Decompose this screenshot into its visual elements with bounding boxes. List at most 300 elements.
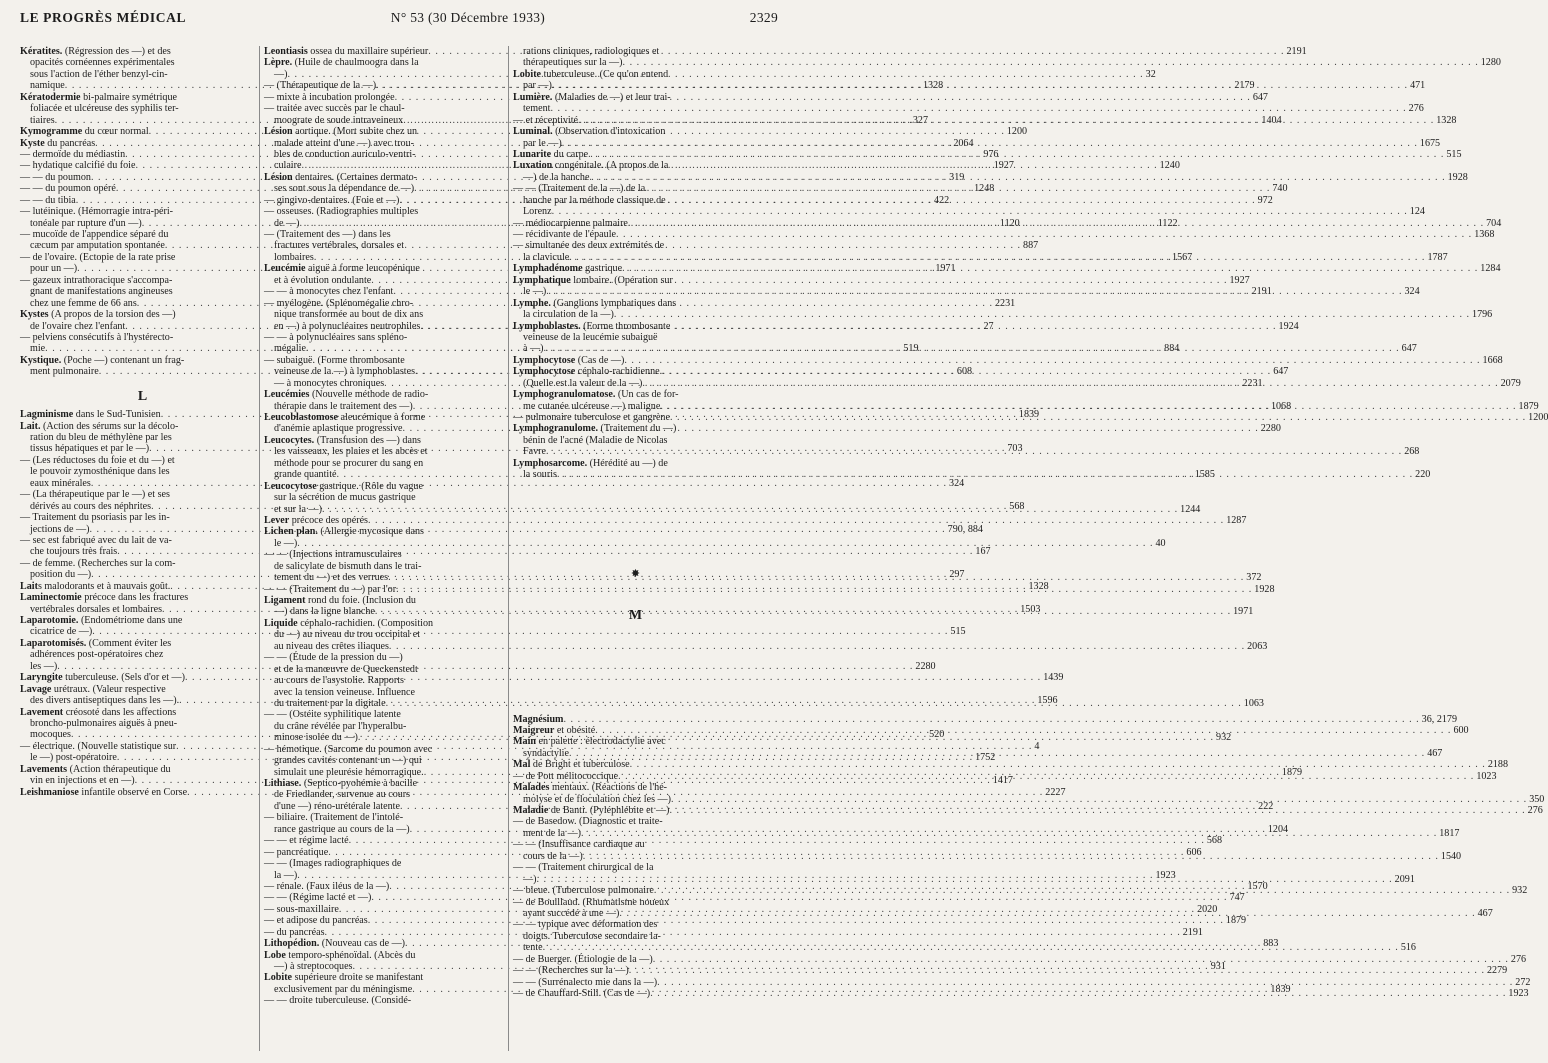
entry-text: [30, 478, 91, 489]
entry-text: [523, 908, 619, 919]
index-entry-line: [513, 862, 758, 873]
entry-text: [264, 263, 506, 274]
index-entry-line: [264, 687, 506, 698]
entry-page-number: 1924: [1278, 320, 1299, 332]
entry-description: — de l'ovaire. (Ectopie de la rate prise: [20, 251, 176, 263]
entry-page-number: 1439: [1043, 672, 1064, 684]
entry-text: [513, 977, 657, 988]
entry-text: [30, 57, 265, 68]
index-entry-line: [264, 149, 506, 160]
entry-text: [513, 862, 758, 873]
index-entry-line: [513, 103, 1424, 115]
entry-text: [20, 309, 265, 320]
entry-description: du —) au niveau du trou occipital et: [274, 629, 421, 641]
index-entry-line: [513, 839, 758, 850]
leader-dots: [581, 828, 1437, 839]
entry-headword: Lait.: [20, 420, 41, 432]
index-entry-line: [264, 744, 506, 755]
entry-description: (A propos de la torsion des —): [48, 309, 176, 321]
entry-text: [30, 604, 162, 615]
entry-description: — gingivo-dentaires. (Foie et —): [264, 194, 400, 206]
index-entry-line: [513, 736, 758, 747]
entry-text: [274, 789, 506, 800]
entry-description: lombaires: [274, 251, 314, 263]
index-entry-line: [264, 298, 506, 309]
leader-dots: [614, 309, 1470, 320]
entry-page-number: 2280: [1260, 423, 1281, 435]
entry-text: [264, 526, 506, 537]
entry-text: [30, 240, 165, 251]
leader-dots: [657, 977, 1513, 988]
entry-text: [513, 885, 654, 896]
entry-description: (Forme thrombosante: [580, 320, 671, 332]
leader-dots: [578, 115, 1434, 126]
index-entry-line: [513, 423, 758, 434]
entry-text: [20, 409, 161, 420]
entry-description: ment pulmonaire: [30, 366, 99, 378]
ornament-icon: ✸: [630, 567, 641, 580]
index-entry-line: [264, 526, 506, 537]
index-entry-line: [513, 160, 758, 171]
entry-text: [264, 927, 325, 938]
entry-text: [20, 172, 91, 183]
leader-dots: [552, 206, 1408, 217]
entry-description: dentaires. (Certaines dermato-: [292, 171, 418, 183]
entry-text: [30, 718, 265, 729]
entry-description: (Nouvelle méthode de radio-: [309, 389, 429, 401]
entry-text: [523, 874, 536, 885]
entry-description: (Observation d'intoxication: [552, 126, 666, 138]
entry-headword: Main: [513, 736, 536, 748]
entry-text: [264, 915, 368, 926]
entry-page-number: 1417: [992, 775, 1013, 787]
entry-description: cours de la —): [523, 850, 583, 862]
entry-page-number: 1928: [1447, 171, 1468, 183]
index-entry-line: [20, 432, 265, 443]
entry-description: céphalo-rachidienne.: [575, 366, 663, 378]
index-entry-line: [264, 995, 506, 1006]
entry-text: [20, 195, 76, 206]
index-entry-line: [264, 972, 506, 983]
entry-description: tente: [523, 942, 543, 954]
entry-text: [274, 446, 506, 457]
entry-text: [264, 938, 405, 949]
entry-page-number: 740: [1272, 183, 1288, 195]
index-entry-line: [20, 103, 265, 114]
index-entry-line: [513, 275, 758, 286]
entry-text: [513, 275, 758, 286]
entry-text: [274, 629, 506, 640]
section-letter: M: [628, 608, 643, 624]
section-letter: L: [137, 388, 148, 404]
index-entry-line: [20, 535, 265, 546]
entry-text: [20, 229, 265, 240]
entry-description: congénitale. (A propos de la: [552, 160, 669, 172]
entry-text: [20, 421, 265, 432]
index-entry-line: [513, 69, 758, 80]
entry-description: — simultanée des deux extrémités de: [513, 240, 665, 252]
entry-text: [264, 858, 506, 869]
entry-description: (Endométriome dans une: [78, 615, 183, 627]
entry-page-number: 647: [1273, 366, 1289, 378]
entry-text: [274, 343, 306, 354]
entry-description: — (Thérapeutique de la —): [264, 80, 377, 92]
leader-dots: [552, 80, 1408, 91]
index-entry-line: [20, 489, 265, 500]
entry-text: [513, 839, 758, 850]
index-entry-line: [264, 263, 506, 274]
entry-description: foliacée et ulcéreuse des syphilis ter-: [30, 103, 179, 115]
index-entry-line: [264, 595, 506, 606]
leader-dots: [368, 515, 1224, 526]
entry-headword: Laminectomie: [20, 592, 82, 604]
entry-description: culaire: [274, 160, 302, 172]
entry-page-number: 2179: [1234, 80, 1255, 92]
entry-description: bénin de l'acné (Maladie de Nicolas: [523, 434, 668, 446]
entry-text: [523, 206, 552, 217]
index-entry-line: [264, 709, 506, 720]
entry-text: [274, 572, 388, 583]
entry-text: [264, 103, 506, 114]
leader-dots: [622, 263, 1478, 274]
leader-dots: [371, 275, 1227, 286]
entry-headword: Lymphosarcome.: [513, 457, 588, 469]
entry-text: [264, 195, 399, 206]
entry-page-number: 568: [1206, 835, 1222, 847]
index-entry-line: [264, 618, 506, 629]
entry-page-number: 519: [903, 343, 919, 355]
entry-text: [274, 767, 424, 778]
entry-page-number: 976: [983, 148, 999, 160]
entry-text: [20, 183, 116, 194]
entry-headword: Lymphocytose: [513, 354, 576, 366]
entry-description: au cours de l'asystolie. Rapports: [274, 675, 404, 687]
entry-description: (Maladies de —) et leur trai-: [552, 91, 671, 103]
entry-description: (Nouveau cas de —): [319, 938, 406, 950]
entry-text: [274, 69, 287, 80]
index-entry-line: [20, 332, 265, 343]
entry-description: — à monocytes chroniques: [274, 377, 385, 389]
entry-description: précoce des opérés: [289, 514, 368, 526]
index-entry-line: [513, 931, 758, 942]
leader-dots: [557, 469, 1413, 480]
entry-headword: Magnésium: [513, 713, 564, 725]
entry-text: [30, 366, 99, 377]
entry-text: [523, 286, 546, 297]
entry-description: du crâne révélée par l'hyperalbu-: [274, 720, 407, 732]
entry-page-number: 167: [975, 546, 991, 558]
entry-description: gastrique: [582, 263, 623, 275]
entry-description: s malodorants et à mauvais goût.: [37, 580, 171, 592]
entry-page-number: 40: [1155, 537, 1166, 549]
entry-description: — — (Injections intramusculaires: [264, 549, 402, 561]
index-entry-line: [513, 240, 758, 251]
index-entry-line: [513, 458, 758, 469]
leader-dots: [583, 851, 1439, 862]
entry-headword: Laryngite: [20, 672, 63, 684]
entry-text: [20, 160, 135, 171]
entry-description: — — (Ostéite syphilitique latente: [264, 709, 401, 721]
entry-description: (Quelle est la valeur de la —): [523, 377, 643, 389]
entry-page-number: 1280: [1480, 57, 1501, 69]
entry-text: [30, 466, 265, 477]
entry-text: [523, 401, 660, 412]
entry-description: grandes cavités contenant un —) qui: [274, 755, 422, 767]
entry-text: [513, 965, 629, 976]
entry-headword: Leucocytose: [264, 480, 317, 492]
index-entry-line: [264, 240, 506, 251]
entry-text: [30, 626, 92, 637]
entry-description: gnant de manifestations angineuses: [30, 286, 173, 298]
entry-page-number: 515: [1446, 148, 1462, 160]
entry-description: de Friedlander, survenue au cours: [274, 789, 411, 801]
entry-text: [513, 771, 618, 782]
entry-description: les vaisseaux, les plaies et les abcès et: [274, 446, 428, 458]
entry-text: [274, 641, 389, 652]
entry-text: [264, 709, 506, 720]
entry-description: (Cas de —): [575, 354, 625, 366]
entry-page-number: 319: [949, 171, 965, 183]
entry-text: [274, 252, 314, 263]
entry-text: [274, 160, 301, 171]
leader-dots: [629, 965, 1485, 976]
index-entry-line: [20, 649, 265, 660]
index-entry-line: [513, 183, 758, 194]
index-entry-line: [513, 206, 1425, 218]
entry-headword: Lymphatique: [513, 274, 571, 286]
entry-page-number: 1122: [1157, 217, 1178, 229]
entry-text: [264, 57, 506, 68]
entry-text: [523, 851, 583, 862]
spacer: [513, 481, 758, 569]
entry-page-number: 1368: [1474, 229, 1495, 240]
entry-description: dans le Sud-Tunisien: [73, 409, 161, 421]
entry-page-number: 1328: [1436, 114, 1457, 126]
entry-description: — de Basedow. (Diagnostic et traite-: [513, 816, 663, 828]
entry-text: [274, 824, 410, 835]
index-entry-line: [20, 466, 265, 477]
entry-text: [264, 812, 506, 823]
entry-description: hanche par la méthode classique de: [523, 194, 666, 206]
entry-description: — médiocarpienne palmaire: [513, 217, 628, 229]
entry-page-number: 1817: [1439, 827, 1460, 839]
entry-text: [513, 816, 758, 827]
entry-text: [274, 721, 506, 732]
entry-description: — récidivante de l'épaule: [513, 229, 616, 240]
entry-text: [274, 321, 420, 332]
entry-headword: Lichen plan.: [264, 526, 318, 538]
entry-page-number: 1796: [1472, 309, 1493, 321]
entry-description: (Transfusion des —) dans: [314, 434, 421, 446]
entry-description: d'anémie aplastique progressive: [274, 423, 403, 435]
entry-text: [523, 46, 758, 57]
entry-description: vin en injections et en —): [30, 775, 135, 787]
entry-description: — — (Images radiographiques de: [264, 858, 402, 870]
entry-text: [523, 828, 581, 839]
index-entry-line: [264, 778, 506, 789]
entry-description: — biliaire. (Traitement de l'intolé-: [264, 812, 404, 824]
entry-description: nique transformée au bout de dix ans: [274, 309, 424, 321]
entry-text: [274, 538, 297, 549]
entry-headword: Maigreur: [513, 724, 555, 736]
entry-text: [513, 725, 595, 736]
entry-page-number: 372: [1246, 572, 1262, 584]
entry-description: — électrique. (Nouvelle statistique sur: [20, 740, 177, 752]
entry-description: — — (Traitement de la —) de la: [513, 183, 646, 195]
entry-description: de salicylate de bismuth dans le trai-: [274, 560, 422, 572]
entry-page-number: 1971: [935, 263, 956, 275]
entry-description: — de Pott mélitococcique: [513, 770, 619, 782]
entry-description: d'une —) réno-urétérale latente: [274, 800, 400, 812]
index-entry-line: [20, 355, 265, 366]
entry-description: — — et régime lacté: [264, 835, 349, 847]
entry-headword: Lymphocytose: [513, 366, 576, 378]
entry-description: — pancréatique: [264, 846, 329, 858]
entry-description: simulait une pleurésie hémorragique.: [274, 766, 424, 778]
entry-page-number: 36, 2179: [1421, 713, 1457, 725]
entry-page-number: 515: [950, 626, 966, 638]
entry-page-number: 747: [1229, 892, 1245, 904]
entry-description: veineuse de la leucémie subaiguë: [523, 331, 658, 343]
entry-description: (Ganglions lymphatiques dans: [550, 297, 677, 309]
index-entry-line: [264, 629, 506, 640]
entry-description: — de Chauffard-Still. (Cas de —): [513, 988, 651, 1000]
entry-description: aiguë à forme leucopénique: [305, 263, 420, 275]
entry-headword: Kystique.: [20, 354, 62, 366]
entry-description: vertébrales dorsales et lombaires: [30, 603, 163, 615]
entry-text: [264, 332, 506, 343]
index-entry-line: [264, 286, 1272, 298]
index-entry-line: [20, 615, 265, 626]
index-entry-line: [264, 640, 1268, 652]
entry-text: [513, 988, 650, 999]
index-entry-line: [20, 764, 265, 775]
index-entry-line: [513, 57, 1501, 69]
entry-page-number: 1023: [1476, 770, 1497, 782]
entry-page-number: 2188: [1487, 759, 1509, 771]
entry-description: méthode pour se procurer du sang en: [274, 457, 424, 469]
entry-text: [523, 343, 543, 354]
entry-text: [274, 732, 358, 743]
entry-page-number: 1927: [1229, 274, 1250, 286]
entry-description: gastrique. (Rôle du vague: [316, 480, 423, 492]
entry-page-number: 647: [1401, 343, 1417, 355]
index-entry-line: [264, 561, 506, 572]
leader-dots: [375, 603, 1231, 617]
entry-text: [523, 446, 546, 457]
entry-description: tuberculeuse. (Ce qu'on entend: [541, 68, 669, 80]
index-entry-line: [264, 355, 506, 366]
leader-dots: [654, 885, 1510, 896]
entry-page-number: 520: [929, 729, 945, 741]
entry-text: [264, 744, 506, 755]
entry-description: — dermoïde du médiastin: [20, 148, 126, 160]
entry-description: — myélogène. (Splénomégalie chro-: [264, 297, 414, 309]
entry-text: [264, 389, 506, 400]
entry-description: opacités cornéennes expérimentales: [30, 57, 175, 69]
entry-text: [523, 332, 758, 343]
entry-description: — bleue. (Tuberculose pulmonaire: [513, 885, 654, 897]
entry-headword: Leucémie: [264, 263, 306, 275]
entry-description: adhérences post-opératoires chez: [30, 649, 164, 661]
entry-text: [20, 592, 265, 603]
entry-text: [274, 492, 506, 503]
index-entry-line: [20, 512, 265, 523]
entry-text: [523, 172, 589, 183]
entry-page-number: 2280: [915, 660, 936, 672]
entry-headword: Lèpre.: [264, 57, 293, 69]
index-entry-line: [513, 713, 1457, 725]
leader-dots: [550, 103, 1406, 114]
leader-dots: [650, 988, 1506, 999]
entry-description: mie: [30, 343, 46, 355]
entry-text: [20, 332, 265, 343]
entry-text: [513, 115, 578, 126]
entry-page-number: 1404: [1261, 114, 1282, 126]
entry-description: jections de —): [30, 523, 90, 535]
entry-page-number: 471: [1410, 80, 1426, 92]
entry-description: mocoques: [30, 729, 71, 741]
entry-text: [264, 206, 506, 217]
entry-text: [274, 458, 506, 469]
entry-page-number: 2064: [953, 137, 974, 149]
entry-text: [20, 581, 170, 592]
entry-description: —) de la hanche: [523, 171, 590, 183]
entry-page-number: 327: [912, 114, 929, 126]
entry-text: [274, 115, 403, 126]
entry-text: [274, 275, 371, 286]
entry-text: [513, 149, 588, 160]
entry-page-number: 1923: [1155, 869, 1176, 881]
entry-text: [523, 942, 543, 953]
entry-description: (Allergie mycosique dans: [317, 526, 424, 538]
entry-description: le —): [274, 537, 298, 549]
entry-text: [274, 469, 337, 480]
entry-text: [513, 69, 758, 80]
index-entry-line: [264, 514, 1247, 526]
index-entry-line: [20, 69, 265, 80]
entry-text: [513, 183, 758, 194]
entry-text: [274, 984, 412, 995]
entry-description: — — droite tuberculeuse. (Considé-: [264, 995, 412, 1007]
entry-description: ment de la —): [523, 827, 582, 839]
index-entry-line: [513, 389, 758, 400]
index-entry-line: [513, 126, 758, 137]
index-entry-line: [264, 549, 506, 560]
entry-page-number: 1244: [1180, 503, 1201, 515]
leader-dots: [536, 874, 1392, 885]
entry-text: [513, 355, 624, 366]
entry-text: [513, 240, 758, 251]
entry-description: rond du foie. (Inclusion du: [305, 595, 416, 606]
entry-description: broncho-pulmonaires aiguës à pneu-: [30, 717, 178, 729]
entry-description: au niveau des crêtes iliaques: [274, 640, 389, 652]
entry-text: [264, 595, 506, 606]
index-entry-line: [264, 172, 506, 183]
entry-page-number: 1284: [1480, 263, 1501, 275]
entry-text: [20, 707, 265, 718]
leader-dots: [642, 378, 1498, 389]
entry-text: [20, 489, 265, 500]
entry-text: [523, 80, 552, 91]
entry-text: [30, 263, 77, 274]
entry-description: cæcum par amputation spontanée: [30, 240, 165, 252]
entry-description: mentaux. (Réactions de l'hé-: [549, 782, 668, 794]
entry-description: céphalo-rachidien. (Composition: [297, 617, 434, 629]
entry-description: — et adipose du pancréas: [264, 915, 368, 927]
entry-text: [20, 741, 176, 752]
entry-headword: Malades: [513, 782, 550, 794]
